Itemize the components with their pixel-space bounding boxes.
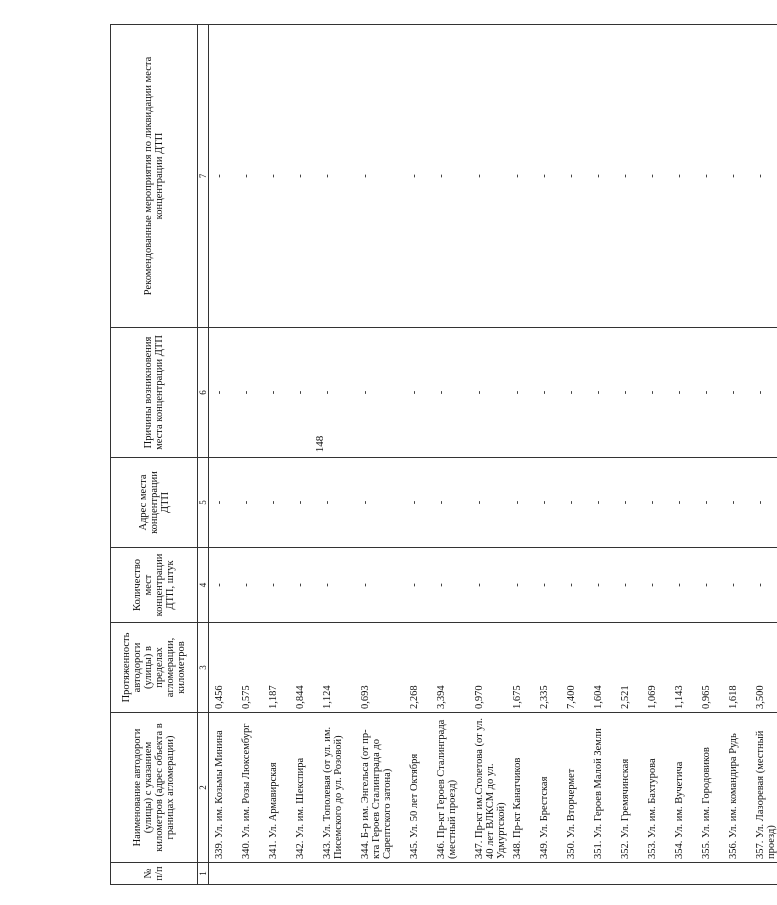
count-cell: - bbox=[615, 548, 642, 623]
column-number: 6 bbox=[198, 328, 209, 458]
length-cell: 1,069 bbox=[642, 623, 669, 713]
column-number: 1 bbox=[198, 863, 209, 885]
address-cell: - bbox=[317, 458, 355, 548]
causes-cell: - bbox=[534, 328, 561, 458]
length-cell: 1,618 bbox=[723, 623, 750, 713]
count-cell: - bbox=[209, 548, 237, 623]
header-address: Адрес места концентрации ДТП bbox=[111, 458, 198, 548]
road-name-cell: 353. Ул. им. Бахтурова bbox=[642, 713, 669, 863]
table-row bbox=[236, 25, 263, 885]
causes-cell: - bbox=[561, 328, 588, 458]
causes-cell: - bbox=[469, 328, 507, 458]
row-number-cell bbox=[615, 863, 642, 885]
table-row bbox=[404, 25, 431, 885]
measures-cell: - bbox=[642, 25, 669, 328]
count-cell: - bbox=[469, 548, 507, 623]
count-cell: - bbox=[290, 548, 317, 623]
column-number: 5 bbox=[198, 458, 209, 548]
road-name-cell: 346. Пр-кт Героев Сталинграда (местный проезд) bbox=[431, 713, 469, 863]
count-cell: - bbox=[263, 548, 290, 623]
address-cell: - bbox=[723, 458, 750, 548]
row-number-cell bbox=[317, 863, 355, 885]
causes-cell: - bbox=[507, 328, 534, 458]
road-name-cell: 350. Ул. Вторчермет bbox=[561, 713, 588, 863]
address-cell: - bbox=[431, 458, 469, 548]
measures-cell: - bbox=[317, 25, 355, 328]
address-cell: - bbox=[696, 458, 723, 548]
measures-cell: - bbox=[469, 25, 507, 328]
road-name-cell: 357. Ул. Лазоревая (местный проезд) bbox=[750, 713, 777, 863]
measures-cell: - bbox=[534, 25, 561, 328]
count-cell: - bbox=[355, 548, 404, 623]
length-cell: 0,970 bbox=[469, 623, 507, 713]
measures-cell: - bbox=[431, 25, 469, 328]
header-number: № п/п bbox=[111, 863, 198, 885]
address-cell: - bbox=[561, 458, 588, 548]
address-cell: - bbox=[588, 458, 615, 548]
table-row bbox=[209, 25, 237, 885]
length-cell: 2,268 bbox=[404, 623, 431, 713]
table-row bbox=[263, 25, 290, 885]
count-cell: - bbox=[723, 548, 750, 623]
column-number: 7 bbox=[198, 25, 209, 328]
road-name-cell: 348. Пр-кт Канатчиков bbox=[507, 713, 534, 863]
row-number-cell bbox=[642, 863, 669, 885]
measures-cell: - bbox=[507, 25, 534, 328]
row-number-cell bbox=[588, 863, 615, 885]
table-row bbox=[669, 25, 696, 885]
road-name-cell: 352. Ул. Гремячинская bbox=[615, 713, 642, 863]
length-cell: 1,675 bbox=[507, 623, 534, 713]
causes-cell: - bbox=[723, 328, 750, 458]
row-number-cell bbox=[236, 863, 263, 885]
page-number: 148 bbox=[314, 435, 326, 453]
road-name-cell: 351. Ул. Героев Малой Земли bbox=[588, 713, 615, 863]
causes-cell: - bbox=[290, 328, 317, 458]
length-cell: 2,335 bbox=[534, 623, 561, 713]
table-row bbox=[588, 25, 615, 885]
table-row bbox=[507, 25, 534, 885]
column-number: 3 bbox=[198, 623, 209, 713]
length-cell: 0,844 bbox=[290, 623, 317, 713]
measures-cell: - bbox=[404, 25, 431, 328]
measures-cell: - bbox=[236, 25, 263, 328]
count-cell: - bbox=[750, 548, 777, 623]
measures-cell: - bbox=[669, 25, 696, 328]
road-name-cell: 340. Ул. им. Розы Люксембург bbox=[236, 713, 263, 863]
causes-cell: - bbox=[263, 328, 290, 458]
address-cell: - bbox=[534, 458, 561, 548]
causes-cell: - bbox=[317, 328, 355, 458]
row-number-cell bbox=[209, 863, 237, 885]
row-number-cell bbox=[696, 863, 723, 885]
count-cell: - bbox=[404, 548, 431, 623]
table-row bbox=[290, 25, 317, 885]
table-row bbox=[469, 25, 507, 885]
count-cell: - bbox=[317, 548, 355, 623]
measures-cell: - bbox=[723, 25, 750, 328]
measures-cell: - bbox=[355, 25, 404, 328]
measures-cell: - bbox=[615, 25, 642, 328]
count-cell: - bbox=[561, 548, 588, 623]
road-name-cell: 347. Пр-кт им.Столетова (от ул. 40 лет ВЛКСМ до ул. Удмуртской) bbox=[469, 713, 507, 863]
table-row bbox=[317, 25, 355, 885]
measures-cell: - bbox=[750, 25, 777, 328]
measures-cell: - bbox=[209, 25, 237, 328]
row-number-cell bbox=[404, 863, 431, 885]
road-name-cell: 342. Ул. им. Шекспира bbox=[290, 713, 317, 863]
causes-cell: - bbox=[431, 328, 469, 458]
length-cell: 1,143 bbox=[669, 623, 696, 713]
measures-cell: - bbox=[561, 25, 588, 328]
row-number-cell bbox=[534, 863, 561, 885]
row-number-cell bbox=[355, 863, 404, 885]
measures-cell: - bbox=[696, 25, 723, 328]
road-name-cell: 355. Ул. им. Городовиков bbox=[696, 713, 723, 863]
row-number-cell bbox=[290, 863, 317, 885]
address-cell: - bbox=[290, 458, 317, 548]
address-cell: - bbox=[404, 458, 431, 548]
address-cell: - bbox=[615, 458, 642, 548]
causes-cell: - bbox=[642, 328, 669, 458]
causes-cell: - bbox=[669, 328, 696, 458]
causes-cell: - bbox=[615, 328, 642, 458]
measures-cell: - bbox=[588, 25, 615, 328]
length-cell: 3,394 bbox=[431, 623, 469, 713]
road-name-cell: 354. Ул. им. Вучетича bbox=[669, 713, 696, 863]
header-length: Протяженность автодороги (улицы) в пределах агломерации, километров bbox=[111, 623, 198, 713]
road-accident-concentration-table bbox=[110, 24, 777, 885]
length-cell: 2,521 bbox=[615, 623, 642, 713]
table-row bbox=[723, 25, 750, 885]
road-name-cell: 344. Б-р им. Энгельса (от пр-кта Героев Сталинграда до Сарептского затона) bbox=[355, 713, 404, 863]
header-measures: Рекомендованные мероприятия по ликвидации места концентрации ДТП bbox=[111, 25, 198, 328]
table-row bbox=[534, 25, 561, 885]
row-number-cell bbox=[469, 863, 507, 885]
measures-cell: - bbox=[263, 25, 290, 328]
road-name-cell: 341. Ул. Армавирская bbox=[263, 713, 290, 863]
length-cell: 3,500 bbox=[750, 623, 777, 713]
address-cell: - bbox=[355, 458, 404, 548]
row-number-cell bbox=[263, 863, 290, 885]
length-cell: 0,693 bbox=[355, 623, 404, 713]
column-number: 4 bbox=[198, 548, 209, 623]
address-cell: - bbox=[642, 458, 669, 548]
column-number-row bbox=[198, 25, 209, 885]
causes-cell: - bbox=[355, 328, 404, 458]
length-cell: 1,604 bbox=[588, 623, 615, 713]
length-cell: 0,456 bbox=[209, 623, 237, 713]
measures-cell: - bbox=[290, 25, 317, 328]
length-cell: 1,187 bbox=[263, 623, 290, 713]
rotated-table-sheet bbox=[110, 25, 777, 885]
causes-cell: - bbox=[209, 328, 237, 458]
causes-cell: - bbox=[696, 328, 723, 458]
table-row bbox=[750, 25, 777, 885]
table-row bbox=[561, 25, 588, 885]
table-row bbox=[642, 25, 669, 885]
address-cell: - bbox=[209, 458, 237, 548]
header-count: Количество мест концентрации ДТП, штук bbox=[111, 548, 198, 623]
road-name-cell: 339. Ул. им. Козьмы Минина bbox=[209, 713, 237, 863]
causes-cell: - bbox=[588, 328, 615, 458]
row-number-cell bbox=[750, 863, 777, 885]
count-cell: - bbox=[507, 548, 534, 623]
road-name-cell: 356. Ул. им. командира Рудь bbox=[723, 713, 750, 863]
count-cell: - bbox=[431, 548, 469, 623]
length-cell: 1,124 bbox=[317, 623, 355, 713]
address-cell: - bbox=[263, 458, 290, 548]
causes-cell: - bbox=[404, 328, 431, 458]
road-name-cell: 349. Ул. Брестская bbox=[534, 713, 561, 863]
length-cell: 0,965 bbox=[696, 623, 723, 713]
address-cell: - bbox=[236, 458, 263, 548]
row-number-cell bbox=[507, 863, 534, 885]
header-road-name: Наименование автодороги (улицы) с указанием километров (адрес объекта в границах агломерации) bbox=[111, 713, 198, 863]
road-name-cell: 343. Ул. Тополевая (от ул. им. Писемского до ул. Розовой) bbox=[317, 713, 355, 863]
table-row bbox=[431, 25, 469, 885]
length-cell: 7,400 bbox=[561, 623, 588, 713]
row-number-cell bbox=[723, 863, 750, 885]
count-cell: - bbox=[696, 548, 723, 623]
road-name-cell: 345. Ул. 50 лет Октября bbox=[404, 713, 431, 863]
row-number-cell bbox=[669, 863, 696, 885]
row-number-cell bbox=[431, 863, 469, 885]
causes-cell: - bbox=[750, 328, 777, 458]
count-cell: - bbox=[236, 548, 263, 623]
column-number: 2 bbox=[198, 713, 209, 863]
causes-cell: - bbox=[236, 328, 263, 458]
count-cell: - bbox=[669, 548, 696, 623]
table-row bbox=[696, 25, 723, 885]
count-cell: - bbox=[588, 548, 615, 623]
header-causes: Причины возникновения места концентрации ДТП bbox=[111, 328, 198, 458]
address-cell: - bbox=[507, 458, 534, 548]
count-cell: - bbox=[642, 548, 669, 623]
address-cell: - bbox=[669, 458, 696, 548]
address-cell: - bbox=[750, 458, 777, 548]
address-cell: - bbox=[469, 458, 507, 548]
table-header-row bbox=[111, 25, 198, 885]
count-cell: - bbox=[534, 548, 561, 623]
table-row bbox=[355, 25, 404, 885]
row-number-cell bbox=[561, 863, 588, 885]
table-body bbox=[209, 25, 777, 885]
table-row bbox=[615, 25, 642, 885]
length-cell: 0,575 bbox=[236, 623, 263, 713]
